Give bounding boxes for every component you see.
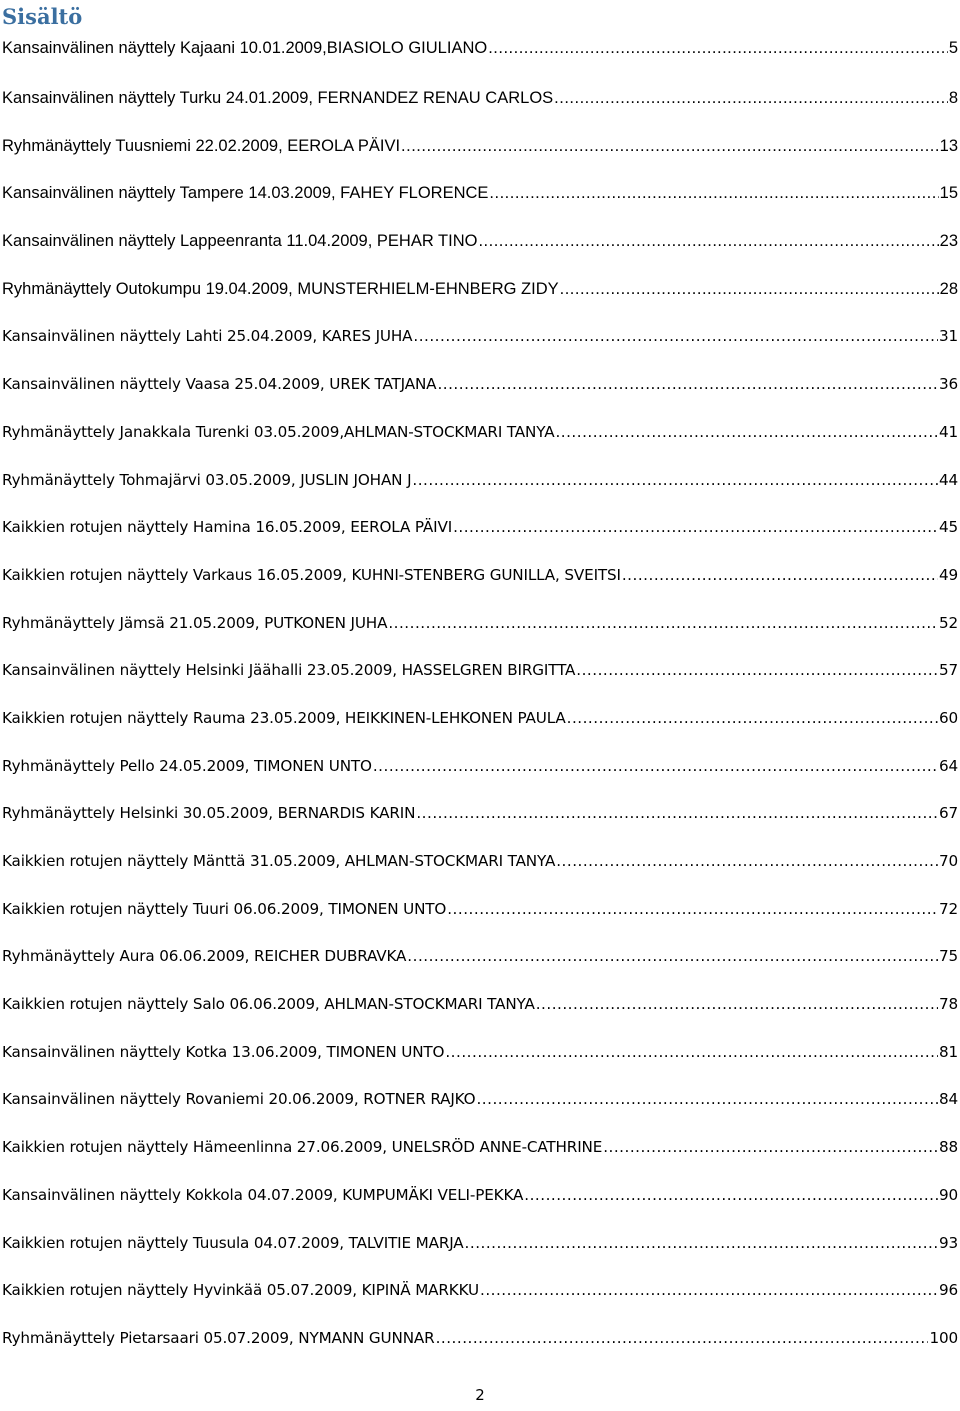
toc-entry-page: 52: [938, 613, 958, 632]
toc-entry-text: Ryhmänäyttely Outokumpu 19.04.2009, MUNSTERHIELM-EHNBERG ZIDY: [2, 279, 559, 298]
toc-entry-text: Kaikkien rotujen näyttely Tuuri 06.06.2009, TIMONEN UNTO: [2, 899, 447, 918]
toc-entry[interactable]: [2, 274, 958, 322]
dot-leader: [556, 846, 938, 876]
dot-leader: [373, 751, 938, 781]
toc-entry-page: 8: [948, 89, 958, 107]
toc-entry-text: Kansainvälinen näyttely Helsinki Jäähalli 23.05.2009, HASSELGREN BIRGITTA: [2, 661, 576, 680]
toc-entry-page: 100: [929, 1328, 958, 1347]
toc-entry-page: 64: [938, 756, 958, 775]
dot-leader: [554, 83, 948, 113]
toc-entry-text: Kansainvälinen näyttely Vaasa 25.04.2009, UREK TATJANA: [2, 375, 437, 394]
table-of-contents: [2, 33, 958, 1371]
dot-leader: [453, 512, 938, 542]
toc-entry-page: 23: [939, 232, 958, 251]
toc-entry[interactable]: [2, 417, 958, 465]
toc-entry[interactable]: [2, 369, 958, 417]
toc-entry[interactable]: [2, 751, 958, 799]
dot-leader: [476, 1084, 938, 1114]
toc-entry-text: Ryhmänäyttely Helsinki 30.05.2009, BERNARDIS KARIN: [2, 804, 416, 823]
toc-entry-text: Kaikkien rotujen näyttely Rauma 23.05.2009, HEIKKINEN-LEHKONEN PAULA: [2, 708, 566, 727]
toc-entry-page: 67: [938, 804, 958, 823]
toc-entry-page: 5: [948, 39, 958, 57]
toc-entry-text: Kaikkien rotujen näyttely Hamina 16.05.2009, EEROLA PÄIVI: [2, 518, 453, 537]
toc-entry-page: 45: [938, 518, 958, 537]
toc-entry[interactable]: [2, 560, 958, 608]
toc-entry-text: Kansainvälinen näyttely Lappeenranta 11.04.2009, PEHAR TINO: [2, 232, 478, 251]
toc-entry[interactable]: [2, 465, 958, 513]
dot-leader: [622, 560, 938, 590]
dot-leader: [401, 131, 939, 161]
toc-entry-page: 36: [938, 375, 958, 394]
toc-entry-page: 78: [938, 995, 958, 1014]
toc-entry-page: 72: [938, 899, 958, 918]
toc-entry[interactable]: [2, 1132, 958, 1180]
toc-entry[interactable]: [2, 1180, 958, 1228]
toc-entry[interactable]: [2, 608, 958, 656]
dot-leader: [413, 321, 938, 351]
toc-entry-page: 84: [938, 1090, 958, 1109]
dot-leader: [436, 1323, 929, 1353]
toc-entry-page: 28: [939, 279, 958, 298]
toc-entry[interactable]: [2, 512, 958, 560]
toc-entry-page: 44: [938, 470, 958, 489]
dot-leader: [555, 417, 938, 447]
toc-entry-text: Kaikkien rotujen näyttely Hämeenlinna 27.06.2009, UNELSRÖD ANNE-CATHRINE: [2, 1138, 603, 1157]
toc-entry-page: 70: [938, 852, 958, 870]
toc-entry-text: Kaikkien rotujen näyttely Varkaus 16.05.2009, KUHNI-STENBERG GUNILLA, SVEITSI: [2, 565, 621, 584]
dot-leader: [524, 1180, 938, 1210]
toc-entry[interactable]: [2, 703, 958, 751]
dot-leader: [576, 655, 938, 685]
toc-entry-page: 81: [938, 1042, 958, 1061]
toc-entry[interactable]: [2, 33, 958, 83]
toc-entry-page: 96: [938, 1281, 958, 1300]
toc-entry-text: Kaikkien rotujen näyttely Hyvinkää 05.07.2009, KIPINÄ MARKKU: [2, 1281, 479, 1300]
toc-entry[interactable]: [2, 1228, 958, 1276]
toc-entry-text: Kansainvälinen näyttely Rovaniemi 20.06.2009, ROTNER RAJKO: [2, 1090, 476, 1109]
toc-entry-text: Ryhmänäyttely Tuusniemi 22.02.2009, EEROLA PÄIVI: [2, 136, 401, 155]
toc-entry-page: 41: [938, 422, 958, 441]
dot-leader: [489, 178, 938, 208]
toc-entry[interactable]: [2, 226, 958, 274]
dot-leader: [437, 369, 938, 399]
toc-entry[interactable]: [2, 941, 958, 989]
dot-leader: [488, 33, 948, 63]
toc-entry-text: Kansainvälinen näyttely Lahti 25.04.2009, KARES JUHA: [2, 327, 413, 346]
toc-entry-page: 90: [938, 1185, 958, 1204]
toc-entry-page: 13: [939, 136, 958, 155]
dot-leader: [560, 274, 939, 304]
toc-entry[interactable]: [2, 178, 958, 226]
toc-entry-text: Kaikkien rotujen näyttely Salo 06.06.2009, AHLMAN-STOCKMARI TANYA: [2, 995, 535, 1014]
toc-entry-text: Kansainvälinen näyttely Tampere 14.03.2009, FAHEY FLORENCE: [2, 184, 489, 203]
toc-entry[interactable]: [2, 798, 958, 846]
toc-entry[interactable]: [2, 655, 958, 703]
dot-leader: [447, 894, 938, 924]
toc-entry[interactable]: [2, 1323, 958, 1371]
toc-entry-page: 15: [939, 184, 958, 203]
toc-entry-page: 49: [938, 565, 958, 584]
toc-entry-text: Kaikkien rotujen näyttely Tuusula 04.07.2009, TALVITIE MARJA: [2, 1233, 464, 1252]
toc-entry-page: 57: [938, 661, 958, 680]
toc-entry-text: Ryhmänäyttely Pietarsaari 05.07.2009, NYMANN GUNNAR: [2, 1328, 435, 1347]
dot-leader: [416, 798, 938, 828]
toc-entry-page: 93: [938, 1233, 958, 1252]
toc-entry[interactable]: [2, 989, 958, 1037]
toc-entry-text: Ryhmänäyttely Aura 06.06.2009, REICHER DUBRAVKA: [2, 947, 407, 966]
toc-entry[interactable]: [2, 321, 958, 369]
dot-leader: [567, 703, 938, 733]
dot-leader: [465, 1228, 938, 1258]
toc-entry[interactable]: [2, 83, 958, 131]
toc-entry-text: Kansainvälinen näyttely Kotka 13.06.2009, TIMONEN UNTO: [2, 1042, 445, 1061]
toc-entry[interactable]: [2, 1037, 958, 1085]
toc-entry-text: Ryhmänäyttely Pello 24.05.2009, TIMONEN UNTO: [2, 756, 372, 775]
toc-entry-text: Kaikkien rotujen näyttely Mänttä 31.05.2009, AHLMAN-STOCKMARI TANYA: [2, 852, 556, 870]
dot-leader: [478, 226, 938, 256]
toc-entry-text: Kansainvälinen näyttely Turku 24.01.2009, FERNANDEZ RENAU CARLOS: [2, 89, 554, 107]
dot-leader: [388, 608, 938, 638]
toc-entry-page: 88: [938, 1138, 958, 1157]
toc-entry-text: Ryhmänäyttely Janakkala Turenki 03.05.2009,AHLMAN-STOCKMARI TANYA: [2, 422, 555, 441]
toc-entry-text: Kansainvälinen näyttely Kajaani 10.01.2009,BIASIOLO GIULIANO: [2, 39, 488, 57]
page-number: 2: [475, 1386, 485, 1404]
toc-entry-text: Ryhmänäyttely Tohmajärvi 03.05.2009, JUSLIN JOHAN J: [2, 470, 412, 489]
dot-leader: [536, 989, 938, 1019]
dot-leader: [445, 1037, 938, 1067]
toc-entry[interactable]: [2, 846, 958, 894]
toc-entry-page: 60: [938, 708, 958, 727]
toc-entry-text: Kansainvälinen näyttely Kokkola 04.07.2009, KUMPUMÄKI VELI-PEKKA: [2, 1185, 524, 1204]
toc-entry[interactable]: [2, 131, 958, 179]
dot-leader: [407, 941, 938, 971]
toc-entry-text: Ryhmänäyttely Jämsä 21.05.2009, PUTKONEN JUHA: [2, 613, 388, 632]
toc-entry-page: 31: [938, 327, 958, 346]
toc-entry[interactable]: [2, 1275, 958, 1323]
toc-entry[interactable]: [2, 1084, 958, 1132]
toc-heading: Sisältö: [2, 4, 83, 29]
dot-leader: [603, 1132, 938, 1162]
dot-leader: [412, 465, 938, 495]
dot-leader: [480, 1275, 938, 1305]
toc-entry[interactable]: [2, 894, 958, 942]
toc-entry-page: 75: [938, 947, 958, 966]
